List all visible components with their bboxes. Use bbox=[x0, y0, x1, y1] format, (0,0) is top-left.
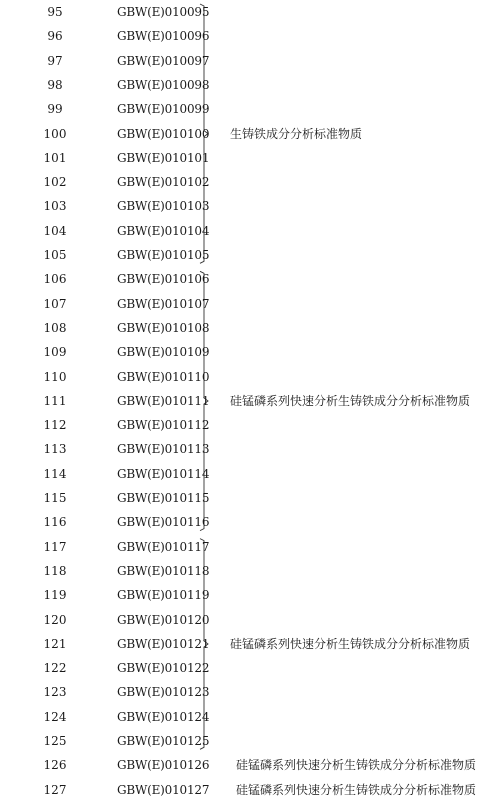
row-number: 125 bbox=[43, 734, 67, 748]
table-row bbox=[0, 437, 500, 461]
table-row bbox=[0, 316, 500, 340]
table-row bbox=[0, 292, 500, 316]
material-code: GBW(E)010107 bbox=[117, 296, 210, 311]
material-code: GBW(E)010119 bbox=[117, 588, 210, 603]
table-row bbox=[0, 656, 500, 680]
row-number: 112 bbox=[43, 418, 67, 433]
material-code: GBW(E)010118 bbox=[117, 563, 210, 578]
group-name: 硅锰磷系列快速分析生铸铁成分分析标准物质 bbox=[230, 636, 471, 651]
row-number: 126 bbox=[43, 758, 67, 773]
table-row bbox=[0, 559, 500, 583]
material-code: GBW(E)010097 bbox=[117, 53, 210, 68]
row-number: 123 bbox=[43, 685, 67, 700]
row-number: 97 bbox=[47, 53, 63, 68]
table-row bbox=[0, 608, 500, 632]
table-row bbox=[0, 73, 500, 97]
material-code: GBW(E)010116 bbox=[117, 515, 210, 530]
material-code: GBW(E)010111 bbox=[117, 393, 210, 408]
row-number: 98 bbox=[47, 77, 63, 92]
table-row bbox=[0, 243, 500, 267]
row-number: 106 bbox=[43, 272, 67, 287]
material-code: GBW(E)010127 bbox=[117, 782, 210, 797]
material-code: GBW(E)010125 bbox=[117, 734, 210, 748]
row-number: 104 bbox=[43, 223, 67, 238]
row-number: 124 bbox=[43, 709, 67, 724]
material-code: GBW(E)010095 bbox=[117, 5, 210, 19]
material-code: GBW(E)010117 bbox=[117, 539, 210, 554]
row-number: 105 bbox=[43, 248, 67, 262]
table-row bbox=[0, 340, 500, 364]
table-row bbox=[0, 486, 500, 510]
material-code: GBW(E)010113 bbox=[117, 442, 210, 457]
material-code: GBW(E)010100 bbox=[117, 126, 210, 141]
row-number: 99 bbox=[47, 102, 63, 117]
material-code: GBW(E)010124 bbox=[117, 709, 210, 724]
table-row bbox=[0, 365, 500, 389]
material-code: GBW(E)010120 bbox=[117, 612, 210, 627]
row-number: 110 bbox=[43, 369, 67, 384]
table-row bbox=[0, 97, 500, 121]
row-number: 103 bbox=[43, 199, 67, 214]
table-row bbox=[0, 24, 500, 48]
table-row bbox=[0, 413, 500, 437]
material-code: GBW(E)010096 bbox=[117, 29, 210, 44]
row-number: 115 bbox=[43, 491, 67, 505]
table-row bbox=[0, 778, 500, 802]
material-code: GBW(E)010105 bbox=[117, 248, 210, 262]
material-code: GBW(E)010115 bbox=[117, 491, 210, 505]
material-code: GBW(E)010122 bbox=[117, 661, 210, 676]
material-code: GBW(E)010112 bbox=[117, 418, 210, 433]
row-number: 108 bbox=[43, 320, 67, 335]
row-number: 120 bbox=[43, 612, 67, 627]
table-row bbox=[0, 753, 500, 777]
table-row bbox=[0, 219, 500, 243]
material-name: 硅锰磷系列快速分析生铸铁成分分析标准物质 bbox=[236, 782, 477, 797]
row-number: 127 bbox=[43, 782, 67, 797]
table-row bbox=[0, 583, 500, 607]
row-number: 114 bbox=[43, 466, 67, 481]
material-code: GBW(E)010123 bbox=[117, 685, 210, 700]
row-number: 101 bbox=[43, 150, 67, 165]
row-number: 122 bbox=[43, 661, 67, 676]
material-code: GBW(E)010102 bbox=[117, 175, 210, 190]
row-number: 100 bbox=[43, 126, 67, 141]
row-number: 119 bbox=[43, 588, 67, 603]
row-number: 121 bbox=[43, 636, 67, 651]
table-row bbox=[0, 170, 500, 194]
table-row bbox=[0, 535, 500, 559]
material-code: GBW(E)010126 bbox=[117, 758, 210, 773]
material-name: 硅锰磷系列快速分析生铸铁成分分析标准物质 bbox=[236, 758, 477, 773]
material-code: GBW(E)010108 bbox=[117, 320, 210, 335]
row-number: 95 bbox=[47, 5, 63, 19]
row-number: 116 bbox=[43, 515, 67, 530]
material-code: GBW(E)010103 bbox=[117, 199, 210, 214]
table-row bbox=[0, 680, 500, 704]
row-number: 111 bbox=[43, 393, 67, 408]
table-row bbox=[0, 267, 500, 291]
group-name: 生铸铁成分分析标准物质 bbox=[230, 126, 363, 141]
group-name: 硅锰磷系列快速分析生铸铁成分分析标准物质 bbox=[230, 393, 471, 408]
table-row bbox=[0, 146, 500, 170]
material-code: GBW(E)010104 bbox=[117, 223, 210, 238]
table-row bbox=[0, 462, 500, 486]
table-row bbox=[0, 510, 500, 534]
table-row bbox=[0, 729, 500, 753]
row-number: 118 bbox=[43, 563, 67, 578]
row-number: 96 bbox=[47, 29, 63, 44]
table-row bbox=[0, 194, 500, 218]
material-code: GBW(E)010099 bbox=[117, 102, 210, 117]
table-row bbox=[0, 49, 500, 73]
table-row bbox=[0, 0, 500, 24]
material-code: GBW(E)010114 bbox=[117, 466, 210, 481]
material-code: GBW(E)010109 bbox=[117, 345, 210, 360]
material-code: GBW(E)010121 bbox=[117, 636, 210, 651]
material-code: GBW(E)010106 bbox=[117, 272, 210, 287]
material-code: GBW(E)010101 bbox=[117, 150, 210, 165]
row-number: 117 bbox=[43, 539, 67, 554]
row-number: 102 bbox=[43, 175, 67, 190]
table-row bbox=[0, 705, 500, 729]
material-code: GBW(E)010110 bbox=[117, 369, 210, 384]
row-number: 107 bbox=[43, 296, 67, 311]
material-code: GBW(E)010098 bbox=[117, 77, 210, 92]
row-number: 109 bbox=[43, 345, 67, 360]
row-number: 113 bbox=[43, 442, 67, 457]
